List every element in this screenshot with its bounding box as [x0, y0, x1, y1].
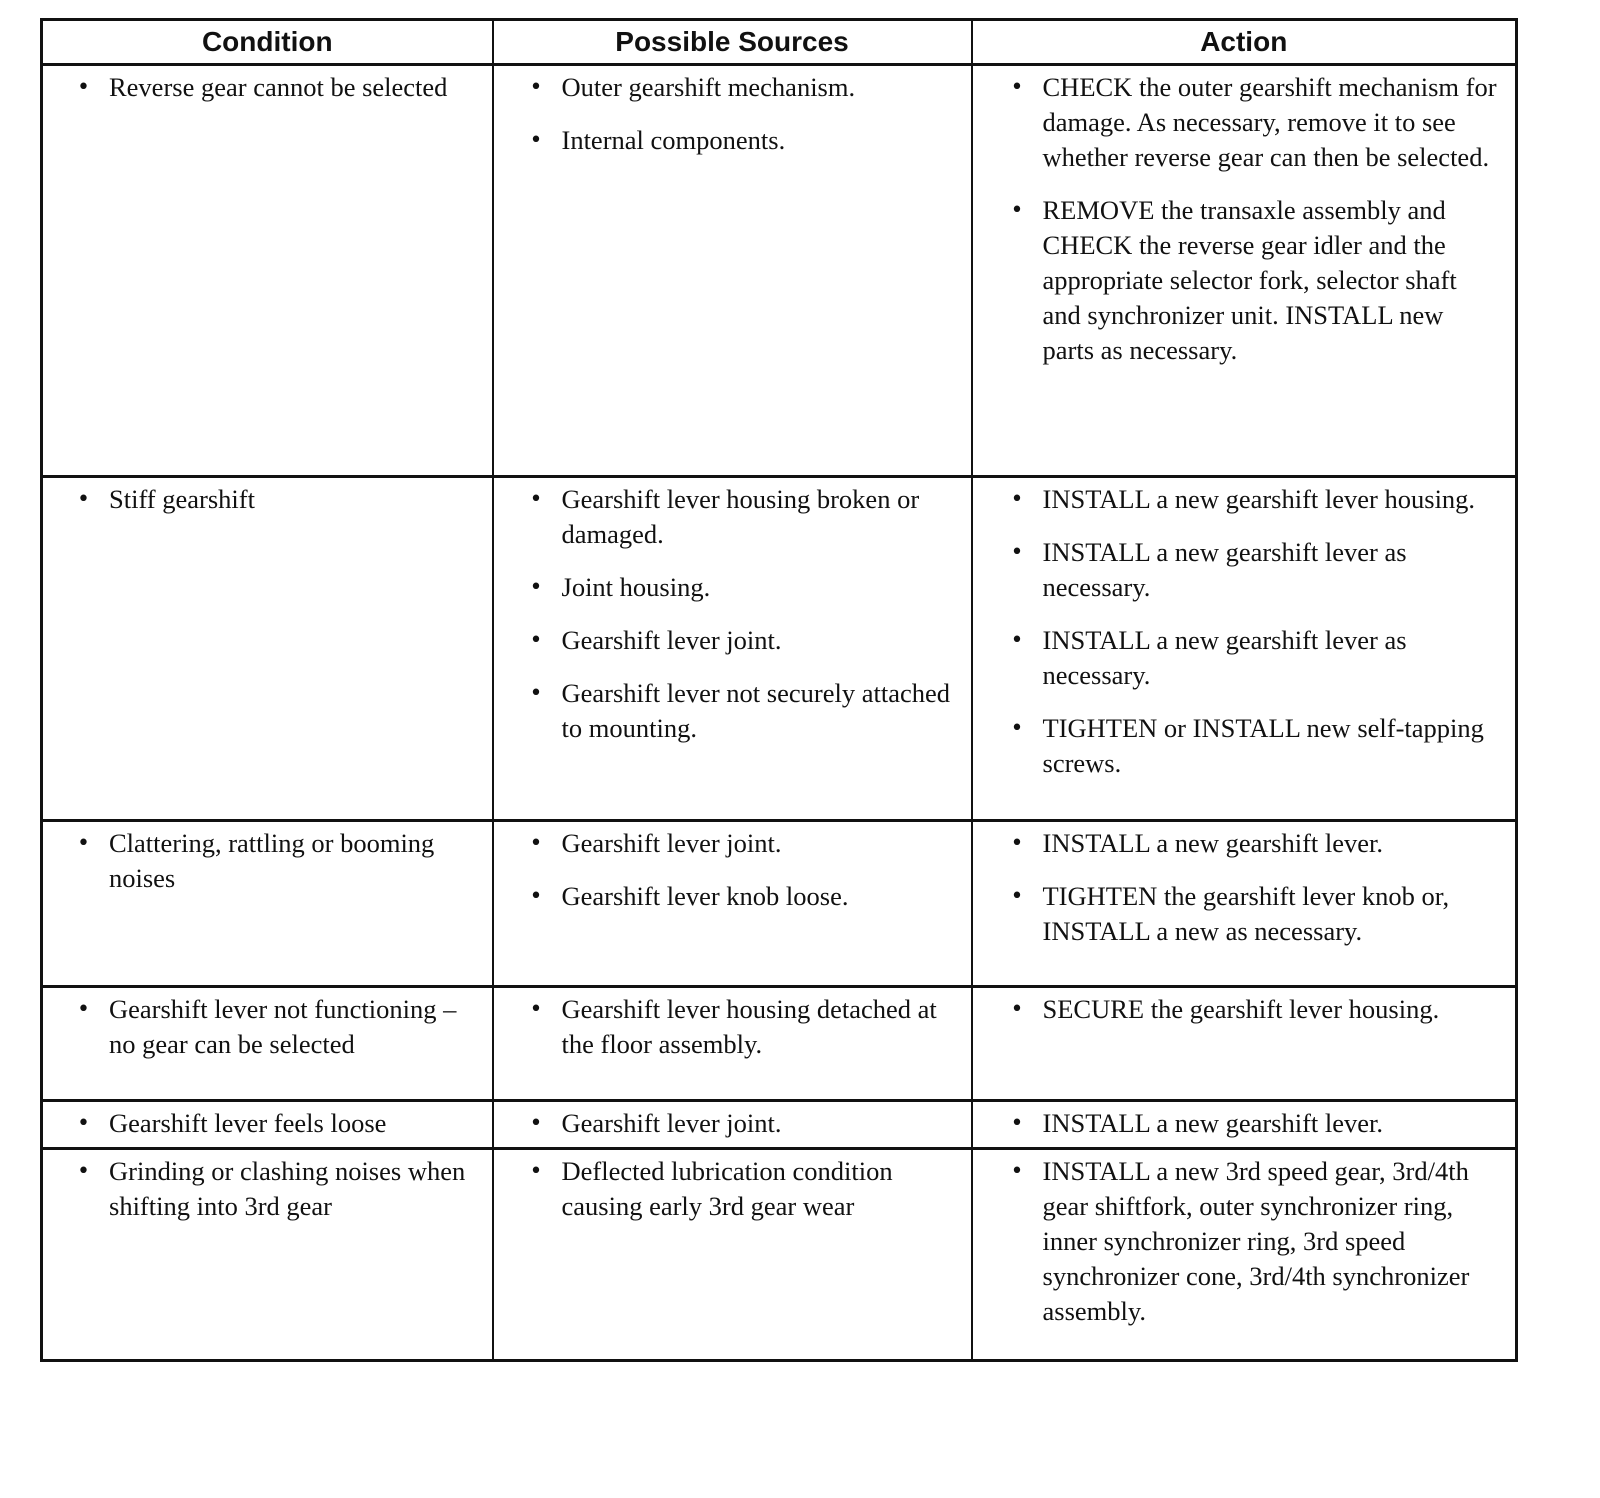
condition-item: • Gearshift lever not functioning – no gear can be selected — [65, 992, 478, 1062]
source-item: • Gearshift lever joint. — [518, 623, 957, 658]
source-item: • Gearshift lever knob loose. — [518, 879, 957, 914]
action-item: • CHECK the outer gearshift mechanism for damage. As necessary, remove it to see whether reverse gear can then be selected. — [999, 70, 1502, 175]
action-item: • TIGHTEN or INSTALL new self-tapping screws. — [999, 711, 1502, 781]
action-cell — [972, 821, 1517, 987]
source-item: • Deflected lubrication condition causing early 3rd gear wear — [518, 1154, 957, 1224]
source-item: • Gearshift lever housing detached at the floor assembly. — [518, 992, 957, 1062]
action-item: • INSTALL a new gearshift lever as necessary. — [999, 535, 1502, 605]
source-item: • Joint housing. — [518, 570, 957, 605]
condition-item: • Grinding or clashing noises when shifting into 3rd gear — [65, 1154, 478, 1224]
action-item: • INSTALL a new 3rd speed gear, 3rd/4th gear shiftfork, outer synchronizer ring, inner synchronizer ring, 3rd speed synchronizer cone, 3rd/4th synchronizer assembly. — [999, 1154, 1502, 1329]
action-item: • INSTALL a new gearshift lever as necessary. — [999, 623, 1502, 693]
header-possible-sources: Possible Sources — [493, 20, 972, 65]
header-row — [42, 20, 1517, 65]
action-item: • INSTALL a new gearshift lever. — [999, 1106, 1502, 1141]
condition-cell — [42, 1101, 493, 1149]
action-item: • INSTALL a new gearshift lever housing. — [999, 482, 1502, 517]
sources-cell — [493, 821, 972, 987]
source-item: • Gearshift lever not securely attached to mounting. — [518, 676, 957, 746]
condition-item: • Clattering, rattling or booming noises — [65, 826, 478, 896]
table-row — [42, 1101, 1517, 1149]
header-condition: Condition — [42, 20, 493, 65]
diagnosis-table — [40, 18, 1518, 1362]
table-row — [42, 821, 1517, 987]
sources-cell — [493, 1149, 972, 1361]
condition-cell — [42, 821, 493, 987]
table-row — [42, 477, 1517, 821]
source-item: • Gearshift lever joint. — [518, 1106, 957, 1141]
condition-cell — [42, 1149, 493, 1361]
action-cell — [972, 987, 1517, 1101]
sources-cell — [493, 65, 972, 477]
sources-cell — [493, 477, 972, 821]
action-cell — [972, 477, 1517, 821]
sources-cell — [493, 987, 972, 1101]
source-item: • Gearshift lever joint. — [518, 826, 957, 861]
action-item: • REMOVE the transaxle assembly and CHECK the reverse gear idler and the appropriate selector fork, selector shaft and synchronizer unit. INSTALL new parts as necessary. — [999, 193, 1502, 368]
table-row — [42, 1149, 1517, 1361]
condition-cell — [42, 65, 493, 477]
condition-item: • Stiff gearshift — [65, 482, 478, 517]
header-action: Action — [972, 20, 1517, 65]
sources-cell — [493, 1101, 972, 1149]
condition-item: • Gearshift lever feels loose — [65, 1106, 478, 1141]
action-cell — [972, 1149, 1517, 1361]
action-item: • SECURE the gearshift lever housing. — [999, 992, 1502, 1027]
condition-cell — [42, 987, 493, 1101]
source-item: • Gearshift lever housing broken or damaged. — [518, 482, 957, 552]
source-item: • Internal components. — [518, 123, 957, 158]
action-item: • TIGHTEN the gearshift lever knob or, INSTALL a new as necessary. — [999, 879, 1502, 949]
action-cell — [972, 65, 1517, 477]
table-row — [42, 987, 1517, 1101]
condition-item: • Reverse gear cannot be selected — [65, 70, 478, 105]
action-cell — [972, 1101, 1517, 1149]
condition-cell — [42, 477, 493, 821]
source-item: • Outer gearshift mechanism. — [518, 70, 957, 105]
action-item: • INSTALL a new gearshift lever. — [999, 826, 1502, 861]
table-row — [42, 65, 1517, 477]
